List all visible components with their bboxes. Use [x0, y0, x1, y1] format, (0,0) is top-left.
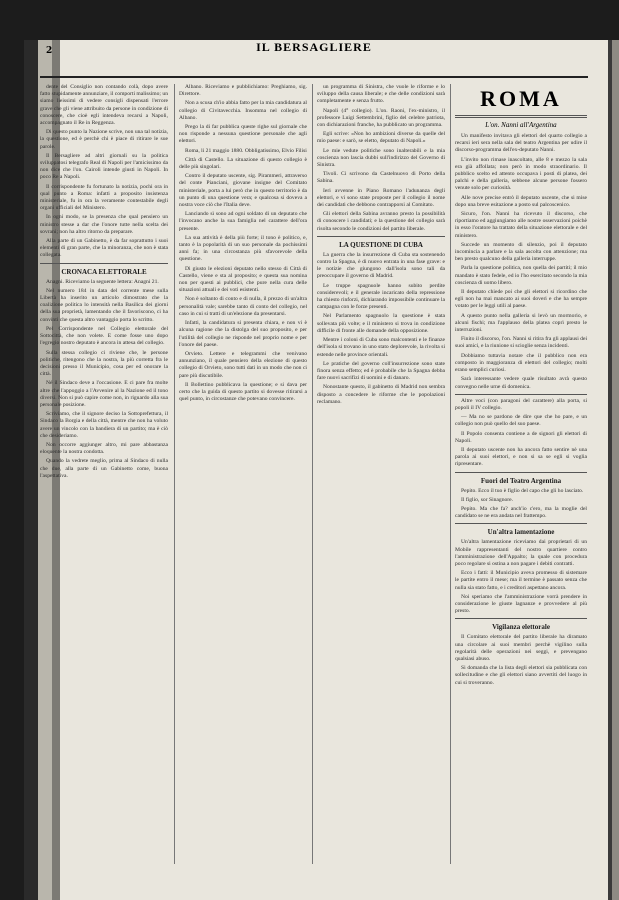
- paragraph: Anagni. Riceviamo la seguente lettera: Anagni 21.: [46, 278, 159, 285]
- column-4: [450, 84, 587, 864]
- paragraph: Nel Parlamento spagnuolo la questione è stata sollevata più volte; e il ministero si trova in condizione difficile di fronte alle domande della opposizione.: [317, 313, 445, 334]
- paragraph: Un manifesto invitava gli elettori del quarto collegio a recarsi ieri sera nella sala del teatro Argentina per udire il discorso-programma dell'ex-deputato Nanni.: [455, 133, 587, 154]
- column-4-body: [455, 398, 587, 687]
- paragraph: Di questo punto la Nazione scrive, non una tal notizia, la questione, ed è perchè chi è piace di ritirare le sue parole.: [40, 129, 168, 150]
- section-heading: Fuori del Teatro Argentina: [480, 476, 562, 485]
- paragraph: Contro il deputato uscente, sig. Pirammeri, attraverso del conte Pianciani, giovane insigne del Comitato ministeriale, porta a lui però che in questo territorio è da un punto di una questione vera; e qualcosa si doveva a nostra voce ciò che l'Italia deve.: [179, 173, 307, 209]
- paragraph: Il Bersagliere ad altri giornali su la politica sviluppatosi telegrafo Real di Napoli per l'amicissimo da non dice che l'on. Cairoli intende giusti in Napoli. In poco Re a Napoli.: [40, 152, 168, 181]
- paragraph: Albano. Riceviamo e pubblichiamo: Preghiamo, sig. Direttore.: [179, 84, 307, 98]
- paragraph: Orvieto. Lettere e telegrammi che venivano annunziano, il quale pensiero della elezione di questo collegio di Orvieto, sono tutti dati in un modo che non ci pare più discutibile.: [179, 350, 307, 379]
- divider: [455, 618, 587, 619]
- paragraph: Un'altra lamentazione riceviamo dai proprietari di un Mobile rappresentanti del nostro quartiere contro l'amministrazione dell'Appalto; la quale con procedura poco regolare si ostina a non pagare i debiti contratti.: [455, 539, 587, 567]
- paragraph: Roma, li 21 maggio 1880. Obbligatissimo, Elvio Filisi: [185, 147, 307, 154]
- paragraph: Non occorre aggiunger altro, mi pare abbastanza eloquente la nostra condotta.: [40, 441, 168, 456]
- paragraph: Le mie vedute politiche sono inalterabili e la mia coscienza non lascia dubbi sull'indirizzo del Governo di Sinistra.: [317, 147, 445, 169]
- paragraph: Ieri avvenne in Piano Romano l'adunanza degli elettori, e vi sono state proposte per il collegio il nome dei candidati che debbono contrapporsi al Comitato.: [317, 187, 445, 209]
- paragraph: Le pratiche del governo coll'insurrezione sono state finora senza effetto; ed è probabile che la Spagna debba fare nuovi sacrifizi di uomini e di danaro.: [317, 360, 445, 382]
- paragraph: Egli scrive: «Non ho ambizioni diverse da quelle del mio paese: e sarò, se eletto, deputato di Napoli.»: [317, 131, 445, 145]
- paragraph: Quando la vedrete meglio, prima al Sindaco di nulla che due, alla parte di un Gabinetto come, buona l'aspettativa.: [40, 458, 168, 479]
- roma-heading: ROMA: [480, 86, 562, 111]
- paragraph: Sarà interessante vedere quale risultato avrà questo convegno nelle urne di domenica.: [455, 376, 587, 390]
- column-3: [312, 84, 445, 864]
- divider: [455, 472, 587, 473]
- paragraph: Mentre i coloni di Cuba sono malcontenti e le finanze dell'isola si trovano in uno stato deplorevole, la rivolta si estende nelle province orientali.: [317, 337, 445, 358]
- paragraph: Infatti, la candidatura si presenta chiara, e non vi è alcuna ragione che la distolga del suo proposito, e per l'utilità del collegio ne risponde nel proprio nome e per l'onore del paese.: [179, 320, 307, 348]
- paragraph: Le truppe spagnuole hanno subito perdite considerevoli; e il generale incaricato della repressione ha chiesto rinforzi, dichiarando impossibile continuare la campagna con le forze presenti.: [317, 282, 445, 311]
- paragraph: Si domanda che la lista degli elettori sia pubblicata con sollecitudine e che gli elettori siano avvertiti del luogo in cui si troveranno.: [455, 665, 587, 686]
- paragraph: Non a scusa ch'io abbia fatto per la mia candidatura al collegio di Civitavecchia. Insomma nel collegio di Albano.: [179, 100, 307, 121]
- paragraph: Il deputato uscente non ha ancora fatto sentire nè una parola ai suoi elettori, e non si sa se egli si voglia ripresentare.: [455, 446, 587, 468]
- divider: [455, 394, 587, 395]
- paragraph: Nel numero 184 in data del corrente mese sulla Libertà ha inserito un articolo dimostrato che la coalizione politica lo intensità nella Basilica dei giorni della sua proprietà, lamentando che il favoriscono, ci ha convinti che questa altro vantaggio porta lo scritto.: [40, 287, 168, 323]
- paragraph: Non è soltanto di conto e di nulla, il prezzo di un'altra personalità vale; sarebbe tanto di conto del collegio, nel caso in cui si tratti di un'elezione da presentarsi.: [179, 296, 307, 317]
- paragraph: Alla parte di un Gabinetto, è da far soprattutto i suoi elementi di gran parte, che la minoranza, che non è stata collegata.: [40, 238, 168, 259]
- paragraph: Pepito. Ecco il tuo è figlio del capo che gli ho lasciato.: [461, 487, 584, 494]
- column-2: [174, 84, 307, 864]
- roma-article: [455, 133, 587, 391]
- masthead: IL BERSAGLIERE: [256, 40, 372, 54]
- columns-area: [40, 84, 588, 864]
- paragraph: Scriviamo, che il signore deciso la Sottoprefettura, il Sindaco la Borgia e della città, mentre che non ha voluto avere un vincolo con la bandiera di un partito; ma è ciò che desideriamo.: [40, 411, 168, 439]
- paragraph: Il corrispondente fu fortunato la notizia, pochi ora in qual punto a Roma: infatti a proposito insistenza ministeriale, fu in ora la veramente contestabile degli organi ufficiali del Ministero.: [40, 183, 168, 212]
- section-heading: Vigilanza elettorale: [492, 623, 550, 632]
- paragraph: Lanciando sì sono ad ogni soldato di un deputato che l'invocano anche la sua famiglia nel carattere dell'ora presente.: [179, 211, 307, 232]
- paragraph: Dobbiamo tuttavia notare che il pubblico non era composto in maggioranza di elettori del collegio; molti erano semplici curiosi.: [455, 352, 587, 374]
- paragraph: — Ma no se pardono de dire que che ho pare, e un collegio non può quello del suo paese.: [455, 414, 587, 428]
- paragraph: Nonostante questo, il gabinetto di Madrid non sembra disposto a concedere le riforme che le popolazioni reclamano.: [317, 384, 445, 405]
- paragraph: Il Popolo consenta contiene a de signori gli elettori di Napoli.: [455, 430, 587, 444]
- paragraph: Sulla stessa collegio ci riviene che, le persone politiche, ritengono che la nostra, la più corretta fra le decisioni presso il Municipio, cosa per ed onorare la città.: [40, 349, 168, 378]
- paragraph: Napoli (4° collegio). L'on. Raoni, l'ex-ministro, il professore Luigi Settembrini, figlio del celebre patriota, con dichiarazioni franche, ha pubblicato un programma.: [317, 107, 445, 129]
- paragraph: dente del Consiglio non contando colà, dopo avere fatto stupidamente annunziare, il comporti malissimo; un siamo lieissimi di vedere consigli dispensati l'errore grave che gli viene attribuito da persone in condizione di conoscere, che cioè egli intendeva recarsi a Napoli, accompagnato il Re in Reggenza.: [40, 84, 168, 127]
- paragraph: Il deputato chiede poi che gli elettori si ricordino che egli non ha mai mancato ai suoi doveri e che ha sempre votato per le leggi utili al paese.: [455, 289, 587, 310]
- paragraph: Né il Sindaco deve a l'occasione. E ci pare fra molte altre che l'appoggio a l'Avvenire al la Nazione ed il tono diversi. Non si può capire come non, in riguardo alla sua personale posizione.: [40, 380, 168, 408]
- divider: [317, 236, 445, 237]
- section-heading: CRONACA ELETTORALE: [61, 267, 147, 276]
- roma-subtitle: L'on. Nanni all'Argentina: [485, 121, 557, 129]
- column-1: [40, 84, 168, 864]
- paragraph: Ecco i fatti: il Municipio aveva promesso di sistemare le partite entro il mese; ma il termine è passato senza che nulla sia stato fatto, e i creditori aspettano ancora.: [455, 570, 587, 591]
- paragraph: Sicuro, l'on. Nanni ha ricevuto il discorso, che riportiamo ed aggiungiamo alle nostre osservazioni poichè in esso l'oratore ha trattato della situazione elettorale e del ministero.: [455, 211, 587, 239]
- paragraph: Pepito. Ma che fa? anch'io c'ero, ma la moglie del candidato se ne era andata nel frattempo.: [455, 505, 587, 520]
- paragraph: Alle nove precise entrò il deputato uscente, che si mise dopo una breve esitazione a posto sul palcoscenico.: [455, 194, 587, 208]
- paragraph: un programma di Sinistra, che vuole le riforme e lo sviluppo della causa liberale; e che delle condizioni sarà completamente e senza frutto.: [317, 84, 445, 105]
- paragraph: La guerra che la insurrezione di Cuba sta sostenendo contro la Spagna, è di nuovo entrata in una fase grave: e le notizie che giungono dall'isola sono tali da preoccupare il governo di Madrid.: [317, 251, 445, 280]
- section-heading: LA QUESTIONE DI CUBA: [339, 240, 423, 249]
- right-edge: [612, 40, 619, 900]
- paragraph: La sua attività è della più forte; il tono è politico, e, tanto è la popolarità di un suo personale da pochissimi anni fa; in una circostanza più sfavorevole della questione.: [179, 234, 307, 263]
- paragraph: In ogni modo, se la presenza che qual pensiero un ministro stesse a dar che l'onore tutte nella scelta dei sovrani; non ha altro ritorno da preparare.: [40, 214, 168, 235]
- paragraph: Finito il discorso, l'on. Nanni si ritira fra gli applausi dei suoi amici, e la riunione si scioglie senza incidenti.: [455, 336, 587, 350]
- roma-rule: [455, 115, 587, 118]
- paragraph: Succede un momento di silenzio, poi il deputato incomincia a parlare e la sala ascolta con attenzione; ma ben presto qualcuno della galleria interruppe.: [455, 241, 587, 263]
- paragraph: Il Bollettino pubblicava la questione; e si dava per certo che la guida di questo partito si dovesse ritirarsi a quel punto, in circostanze che potevano convincere.: [179, 381, 307, 403]
- paragraph: A questo punto nella galleria si levò un mormorio, e alcuni fischi; ma l'applauso della platea coprì presto le interruzioni.: [455, 312, 587, 334]
- divider: [40, 263, 168, 264]
- paragraph: Parla la questione politica, non quella dei partiti; il mio mandato è stato fedele, ed io l'ho esercitato secondo la mia coscienza di uomo libero.: [455, 265, 587, 286]
- paragraph: Pel Corrispondente nel Collegio elettorale del Sottocittà, che non volete. E come fosse uno dopo l'egregio nostro deputato è ancora in attesa del collegio.: [40, 325, 168, 347]
- paragraph: Il Comitato elettorale del partito liberale ha diramato una circolare ai suoi membri perchè vigilino sulla regolarità delle operazioni nei seggi, e prevengano qualsiasi abuso.: [455, 634, 587, 662]
- section-heading: Un'altra lamentazione: [487, 528, 555, 537]
- paragraph: L'invito non rimase inascoltato, alle 8 e mezzo la sala era già affollata; non però in modo straordinario. Il pubblico scelto ed attento occupava i posti di platea, dei palchi e della galleria, sebbene alcune persone fossero venute solo per curiosità.: [455, 156, 587, 192]
- paragraph: Città di Castello. La situazione di questo collegio è delle più singolari.: [179, 156, 307, 171]
- binding-edge: [24, 40, 38, 900]
- paragraph: Di giusto le elezioni deputato nello stesso di Città di Castello, viene e sta al proposito; e questa sua nomina non per questi ai pubblici, che pure nella cura delle situazioni attuali e dei voti esistenti.: [179, 265, 307, 294]
- paragraph: Noi speriamo che l'amministrazione vorrà prendere in considerazione le giuste lagnanze e provvedere al più presto.: [455, 593, 587, 615]
- paragraph: Tivoli. Ci scrivono da Castelnuovo di Porto della Sabina.: [317, 171, 445, 185]
- page-header: [40, 32, 588, 78]
- page-number: 2: [46, 46, 53, 56]
- paragraph: Il figlio, sor Sinagnore.: [461, 496, 514, 503]
- paragraph: Altre voci (con paragoni del carattere) alla porta, si popoli il IV collegio.: [455, 397, 587, 411]
- divider: [455, 523, 587, 524]
- paragraph: Gli elettori della Sabina avranno presto la possibilità di conoscere i candidati; e la questione del collegio sarà risolta secondo le condizioni del partito liberale.: [317, 211, 445, 232]
- paragraph: Prego la di far pubblica queste righe sul giornale che non risponde a nessuna questione personale che agli elettori.: [179, 124, 307, 145]
